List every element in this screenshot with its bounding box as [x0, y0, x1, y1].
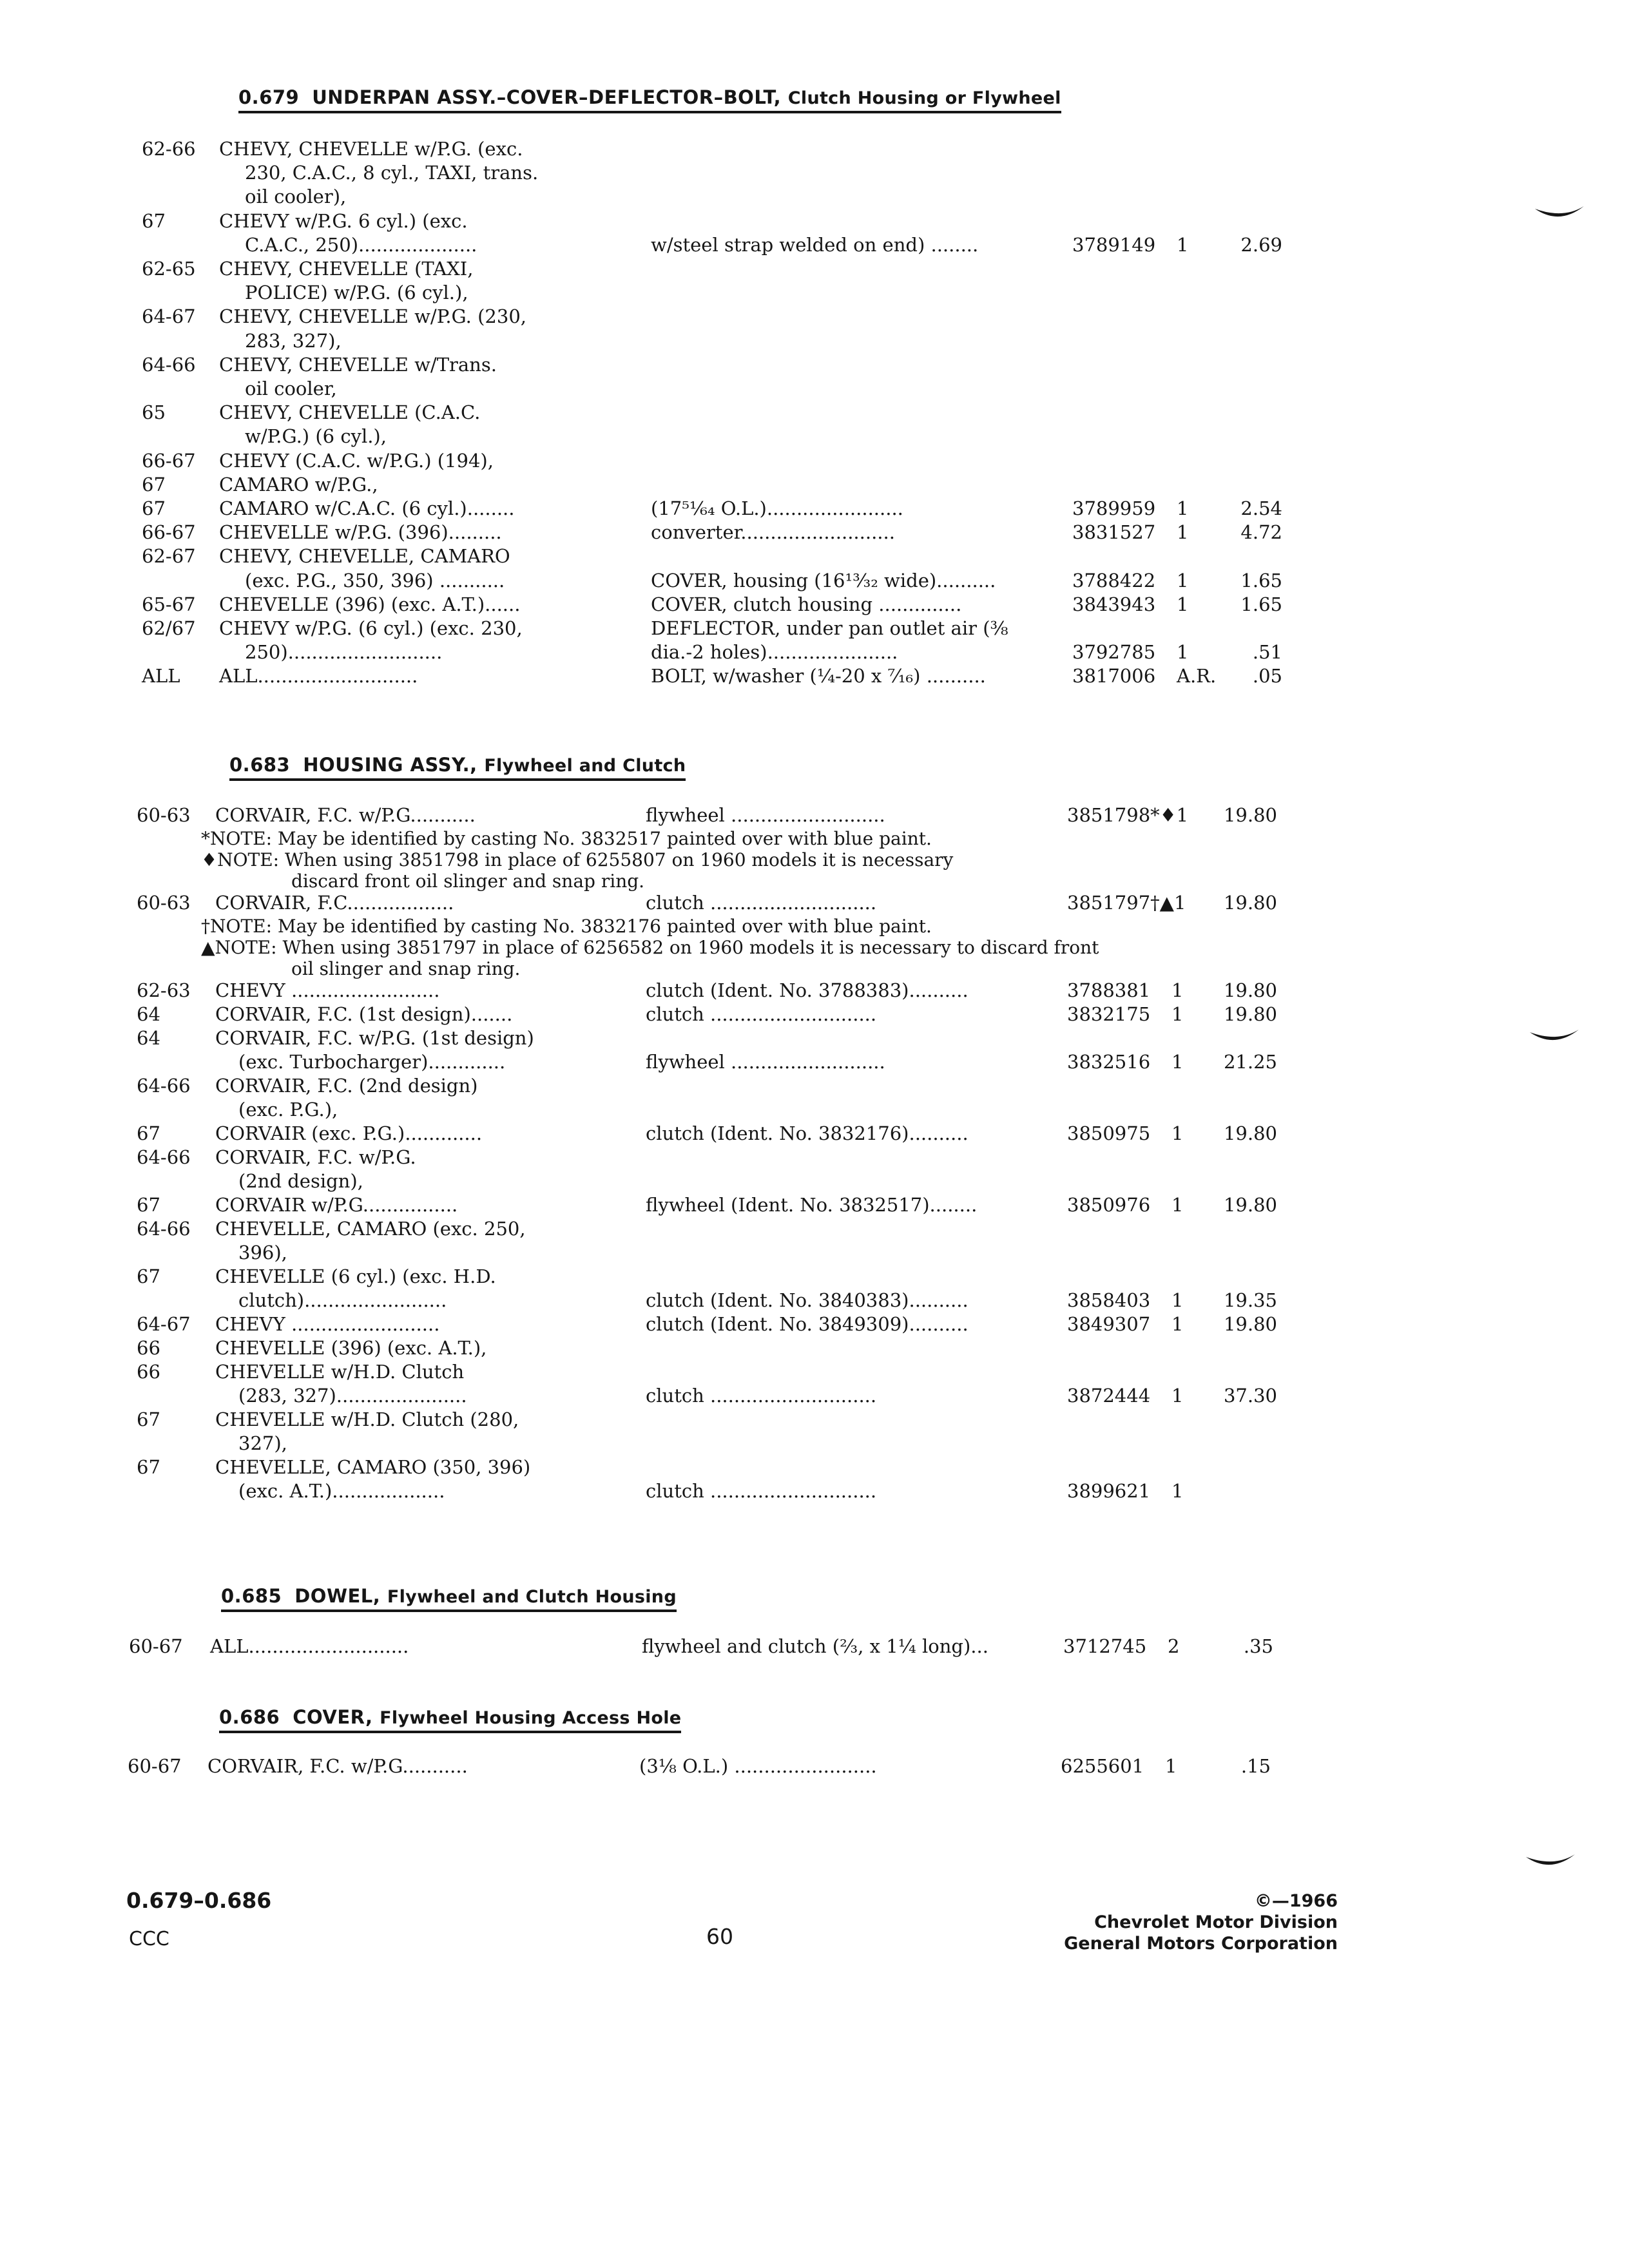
parts-row: [0, 1383, 1629, 1409]
parts-row: [0, 1455, 1629, 1481]
parts-row: [0, 1264, 1629, 1290]
list-price: 19.80: [1223, 1122, 1277, 1144]
parts-row: [0, 1073, 1629, 1099]
punch-mark-bottom: [1525, 1853, 1576, 1872]
list-price: 19.80: [1223, 979, 1277, 1001]
footer-copyright: ©—1966: [1254, 1891, 1338, 1911]
list-price: 2.54: [1240, 497, 1282, 519]
footnote-line: oil slinger and snap ring.: [291, 958, 521, 979]
list-price: 1.65: [1240, 569, 1282, 591]
part-description: BOLT, w/washer (¼-20 x ⁷⁄₁₆) ..........: [651, 665, 986, 687]
parts-row: [0, 978, 1629, 1004]
footnote-line: discard front oil slinger and snap ring.: [291, 870, 645, 892]
model-application: ALL...........................: [210, 1635, 409, 1657]
list-price: 2.69: [1240, 233, 1282, 256]
quantity: 1: [1171, 1003, 1184, 1025]
section-subheading: Clutch Housing or Flywheel: [787, 88, 1061, 108]
part-number: 3832175: [1067, 1003, 1151, 1025]
model-application: CORVAIR, F.C. w/P.G...........: [215, 804, 476, 826]
part-description: flywheel (Ident. No. 3832517)........: [646, 1194, 978, 1216]
punch-mark-top: [1534, 205, 1585, 224]
quantity: 1: [1171, 1313, 1184, 1335]
part-description: clutch ............................: [646, 892, 877, 914]
quantity: 1: [1171, 1385, 1184, 1407]
parts-row: [0, 280, 1629, 306]
quantity: 1: [1177, 233, 1189, 256]
model-application: w/P.G.) (6 cyl.),: [245, 425, 387, 448]
model-years: 67: [137, 1122, 160, 1144]
parts-row: [0, 520, 1629, 546]
footnote-line: ♦NOTE: When using 3851798 in place of 6255807 on 1960 models it is necessary: [201, 849, 954, 870]
model-application: CHEVY, CHEVELLE w/Trans.: [219, 353, 497, 376]
model-application: CHEVELLE (6 cyl.) (exc. H.D.: [215, 1265, 496, 1287]
parts-row: [0, 1145, 1629, 1171]
parts-row: [0, 1754, 1629, 1780]
model-years: 67: [137, 1456, 160, 1478]
part-number: 3843943: [1072, 593, 1156, 615]
part-number: 3851798*♦1: [1067, 804, 1189, 826]
parts-row: [0, 256, 1629, 282]
model-years: 67: [137, 1408, 160, 1430]
model-years: 60-67: [128, 1755, 182, 1777]
parts-row: [0, 448, 1629, 474]
parts-row: [0, 233, 1629, 258]
model-application: CHEVY w/P.G. 6 cyl.) (exc.: [219, 209, 468, 232]
quantity: 1: [1171, 1289, 1184, 1311]
list-price: 19.80: [1223, 1003, 1277, 1025]
part-number: 3712745: [1063, 1635, 1147, 1657]
quantity: 1: [1165, 1755, 1177, 1777]
model-application: CHEVELLE w/P.G. (396).........: [219, 521, 502, 544]
model-application: CHEVY, CHEVELLE w/P.G. (230,: [219, 305, 526, 328]
part-number: 6255601: [1061, 1755, 1144, 1777]
part-description: flywheel ..........................: [646, 804, 885, 826]
part-number: 3789959: [1072, 497, 1156, 519]
model-application: (exc. P.G.),: [238, 1099, 338, 1120]
part-number: 3788422: [1072, 569, 1156, 591]
model-years: 64-66: [137, 1146, 191, 1168]
model-years: 62-66: [142, 138, 196, 160]
model-years: 64-66: [142, 353, 196, 376]
list-price: 19.35: [1223, 1289, 1277, 1311]
model-years: 65-67: [142, 593, 196, 615]
parts-row: [0, 496, 1629, 522]
quantity: 1: [1171, 1194, 1184, 1216]
parts-row: [0, 1002, 1629, 1028]
part-description: (3⅛ O.L.) ........................: [639, 1755, 877, 1777]
model-application: ALL...........................: [219, 665, 418, 687]
model-application: CORVAIR, F.C. (1st design).......: [215, 1003, 513, 1025]
footer-publisher: [951, 1890, 1338, 1954]
model-application: CHEVY, CHEVELLE (TAXI,: [219, 258, 474, 280]
section-subheading: Flywheel Housing Access Hole: [380, 1708, 682, 1728]
list-price: 19.80: [1223, 1313, 1277, 1335]
list-price: .51: [1252, 641, 1282, 664]
list-price: 4.72: [1240, 521, 1282, 544]
model-years: 67: [142, 209, 166, 232]
parts-row: [0, 568, 1629, 594]
section-heading: DOWEL,: [294, 1585, 381, 1607]
model-application: oil cooler,: [245, 378, 337, 399]
quantity: A.R.: [1177, 665, 1217, 687]
section-heading: COVER,: [293, 1706, 373, 1728]
parts-row: [0, 544, 1629, 570]
model-application: CHEVY .........................: [215, 979, 440, 1001]
section-heading: UNDERPAN ASSY.–COVER–DEFLECTOR–BOLT,: [312, 86, 782, 108]
model-application: 283, 327),: [245, 329, 342, 352]
part-description: clutch ............................: [646, 1003, 877, 1025]
model-application: oil cooler),: [245, 186, 347, 208]
footer-code: CCC: [129, 1928, 169, 1950]
section-title-0683: [229, 754, 686, 781]
parts-row: [0, 209, 1629, 235]
parts-row: [0, 890, 1629, 916]
list-price: .05: [1252, 665, 1282, 687]
section-subheading: Flywheel and Clutch Housing: [387, 1587, 677, 1607]
part-description: w/steel strap welded on end) ........: [651, 233, 979, 256]
footnote-line: *NOTE: May be identified by casting No. 3832517 painted over with blue paint.: [201, 828, 932, 849]
parts-row: [0, 640, 1629, 666]
section-title-0686: [219, 1706, 681, 1733]
parts-row: [0, 592, 1629, 618]
model-application: CHEVY, CHEVELLE (C.A.C.: [219, 401, 481, 424]
model-application: CHEVELLE, CAMARO (exc. 250,: [215, 1218, 526, 1240]
model-years: 66-67: [142, 449, 196, 472]
model-years: 60-63: [137, 804, 191, 826]
model-years: 66: [137, 1337, 160, 1359]
model-application: CORVAIR, F.C. w/P.G. (1st design): [215, 1027, 534, 1049]
quantity: 1: [1177, 593, 1189, 615]
quantity: 1: [1171, 1122, 1184, 1144]
parts-row: [0, 1169, 1629, 1195]
section-number: 0.685: [221, 1585, 282, 1607]
model-years: 62-65: [142, 258, 196, 280]
part-number: 3792785: [1072, 641, 1156, 664]
part-number: 3850975: [1067, 1122, 1151, 1144]
model-application: 230, C.A.C., 8 cyl., TAXI, trans.: [245, 162, 539, 184]
model-years: ALL: [142, 665, 180, 687]
part-description: clutch (Ident. No. 3840383)..........: [646, 1289, 969, 1311]
parts-row: [0, 1050, 1629, 1075]
footer-range: 0.679–0.686: [126, 1888, 272, 1913]
model-years: 64-67: [142, 305, 196, 328]
model-application: (exc. P.G., 350, 396) ...........: [245, 569, 505, 591]
model-application: CORVAIR, F.C..................: [215, 892, 454, 914]
parts-row: [0, 1360, 1629, 1385]
list-price: 37.30: [1223, 1385, 1277, 1407]
parts-row: [0, 1312, 1629, 1338]
part-description: dia.-2 holes)......................: [651, 641, 898, 664]
model-years: 64: [137, 1027, 160, 1049]
part-description: clutch (Ident. No. 3832176)..........: [646, 1122, 969, 1144]
list-price: 19.80: [1223, 804, 1277, 826]
list-price: 1.65: [1240, 593, 1282, 615]
model-years: 67: [142, 473, 166, 495]
model-application: CHEVY w/P.G. (6 cyl.) (exc. 230,: [219, 617, 523, 639]
parts-row: [0, 1026, 1629, 1052]
parts-row: [0, 1121, 1629, 1147]
model-application: C.A.C., 250)....................: [245, 233, 477, 256]
model-years: 60-63: [137, 892, 191, 914]
part-number: 3851797†▲1: [1067, 892, 1186, 914]
list-price: 21.25: [1223, 1051, 1277, 1073]
quantity: 1: [1177, 497, 1189, 519]
part-description: DEFLECTOR, under pan outlet air (⅜: [651, 617, 1008, 639]
model-years: 62/67: [142, 617, 196, 639]
quantity: 2: [1168, 1635, 1180, 1657]
model-years: 67: [137, 1265, 160, 1287]
model-years: 66: [137, 1361, 160, 1383]
parts-row: [0, 160, 1629, 186]
section-title-0679: [238, 86, 1061, 113]
part-description: flywheel and clutch (²⁄₃, x 1¼ long)...: [642, 1635, 988, 1657]
parts-row: [0, 616, 1629, 642]
model-application: CORVAIR, F.C. w/P.G...........: [207, 1755, 468, 1777]
part-description: converter..........................: [651, 521, 895, 544]
part-description: clutch ............................: [646, 1480, 877, 1502]
list-price: 19.80: [1223, 892, 1277, 914]
part-number: 3899621: [1067, 1480, 1151, 1502]
model-application: CHEVY (C.A.C. w/P.G.) (194),: [219, 449, 494, 472]
parts-row: [0, 137, 1629, 162]
parts-row: [0, 664, 1629, 689]
model-application: 396),: [238, 1242, 287, 1264]
list-price: .15: [1240, 1755, 1271, 1777]
model-years: 62-63: [137, 979, 191, 1001]
part-description: clutch (Ident. No. 3849309)..........: [646, 1313, 969, 1335]
model-application: CHEVY, CHEVELLE w/P.G. (exc.: [219, 138, 523, 160]
part-number: 3849307: [1067, 1313, 1151, 1335]
part-number: 3872444: [1067, 1385, 1151, 1407]
section-heading: HOUSING ASSY.,: [303, 754, 477, 776]
model-years: 64-67: [137, 1313, 191, 1335]
model-application: CHEVY .........................: [215, 1313, 440, 1335]
parts-row: [0, 1634, 1629, 1660]
parts-row: [0, 1240, 1629, 1266]
model-application: (exc. Turbocharger).............: [238, 1051, 506, 1073]
footnote-line: ▲NOTE: When using 3851797 in place of 6256582 on 1960 models it is necessary to discard front: [201, 937, 1099, 958]
footnote-line: †NOTE: May be identified by casting No. 3832176 painted over with blue paint.: [201, 916, 932, 937]
model-years: 64: [137, 1003, 160, 1025]
model-application: CHEVELLE (396) (exc. A.T.)......: [219, 593, 521, 615]
part-description: clutch (Ident. No. 3788383)..........: [646, 979, 969, 1001]
model-application: CHEVELLE (396) (exc. A.T.),: [215, 1337, 487, 1359]
parts-row: [0, 304, 1629, 330]
part-number: 3788381: [1067, 979, 1151, 1001]
list-price: .35: [1243, 1635, 1273, 1657]
parts-row: [0, 1407, 1629, 1433]
footer-division: Chevrolet Motor Division: [1094, 1912, 1338, 1932]
footer-corporation: General Motors Corporation: [1064, 1934, 1338, 1954]
model-application: CORVAIR, F.C. w/P.G.: [215, 1146, 416, 1168]
part-description: COVER, housing (16¹³⁄₃₂ wide)..........: [651, 569, 996, 591]
part-number: 3789149: [1072, 233, 1156, 256]
model-application: 327),: [238, 1432, 287, 1454]
section-number: 0.679: [238, 86, 300, 108]
model-application: (2nd design),: [238, 1170, 363, 1192]
model-application: CAMARO w/C.A.C. (6 cyl.)........: [219, 497, 515, 519]
parts-row: [0, 803, 1629, 829]
section-title-0685: [221, 1585, 677, 1612]
part-number: 3858403: [1067, 1289, 1151, 1311]
parts-row: [0, 1288, 1629, 1314]
quantity: 1: [1171, 1051, 1184, 1073]
quantity: 1: [1177, 569, 1189, 591]
model-application: CHEVELLE w/H.D. Clutch: [215, 1361, 465, 1383]
model-years: 66-67: [142, 521, 196, 544]
model-application: clutch)........................: [238, 1289, 447, 1311]
model-application: CORVAIR (exc. P.G.).............: [215, 1122, 483, 1144]
parts-row: [0, 376, 1629, 402]
model-years: 62-67: [142, 545, 196, 568]
parts-row: [0, 1479, 1629, 1504]
parts-row: [0, 1097, 1629, 1123]
parts-row: [0, 400, 1629, 426]
model-application: (exc. A.T.)...................: [238, 1480, 445, 1502]
model-years: 67: [137, 1194, 160, 1216]
parts-row: [0, 472, 1629, 498]
parts-row: [0, 1216, 1629, 1242]
model-years: 67: [142, 497, 166, 519]
parts-row: [0, 1336, 1629, 1361]
model-application: CAMARO w/P.G.,: [219, 473, 378, 495]
part-number: 3850976: [1067, 1194, 1151, 1216]
part-description: (17⁵¹⁄₆₄ O.L.).......................: [651, 497, 903, 519]
model-years: 60-67: [129, 1635, 183, 1657]
section-number: 0.686: [219, 1706, 280, 1728]
model-application: CHEVY, CHEVELLE, CAMARO: [219, 545, 510, 568]
parts-row: [0, 424, 1629, 450]
model-application: CHEVELLE w/H.D. Clutch (280,: [215, 1408, 519, 1430]
parts-row: [0, 1431, 1629, 1457]
model-application: 250)..........................: [245, 641, 443, 664]
quantity: 1: [1171, 979, 1184, 1001]
quantity: 1: [1177, 521, 1189, 544]
quantity: 1: [1171, 1480, 1184, 1502]
parts-row: [0, 1193, 1629, 1218]
part-number: 3832516: [1067, 1051, 1151, 1073]
part-description: COVER, clutch housing ..............: [651, 593, 962, 615]
model-application: CORVAIR, F.C. (2nd design): [215, 1075, 478, 1097]
section-subheading: Flywheel and Clutch: [484, 756, 686, 776]
model-years: 64-66: [137, 1075, 191, 1097]
parts-row: [0, 352, 1629, 378]
model-application: (283, 327)......................: [238, 1385, 467, 1407]
model-application: CHEVELLE, CAMARO (350, 396): [215, 1456, 531, 1478]
quantity: 1: [1177, 641, 1189, 664]
part-description: flywheel ..........................: [646, 1051, 885, 1073]
part-number: 3831527: [1072, 521, 1156, 544]
punch-mark-middle: [1528, 1028, 1580, 1048]
model-years: 64-66: [137, 1218, 191, 1240]
part-description: clutch ............................: [646, 1385, 877, 1407]
parts-row: [0, 329, 1629, 354]
list-price: 19.80: [1223, 1194, 1277, 1216]
part-number: 3817006: [1072, 665, 1156, 687]
model-application: CORVAIR w/P.G................: [215, 1194, 458, 1216]
model-application: POLICE) w/P.G. (6 cyl.),: [245, 282, 468, 304]
model-years: 65: [142, 401, 166, 424]
page-number: 60: [706, 1924, 733, 1949]
parts-row: [0, 184, 1629, 210]
section-number: 0.683: [229, 754, 291, 776]
